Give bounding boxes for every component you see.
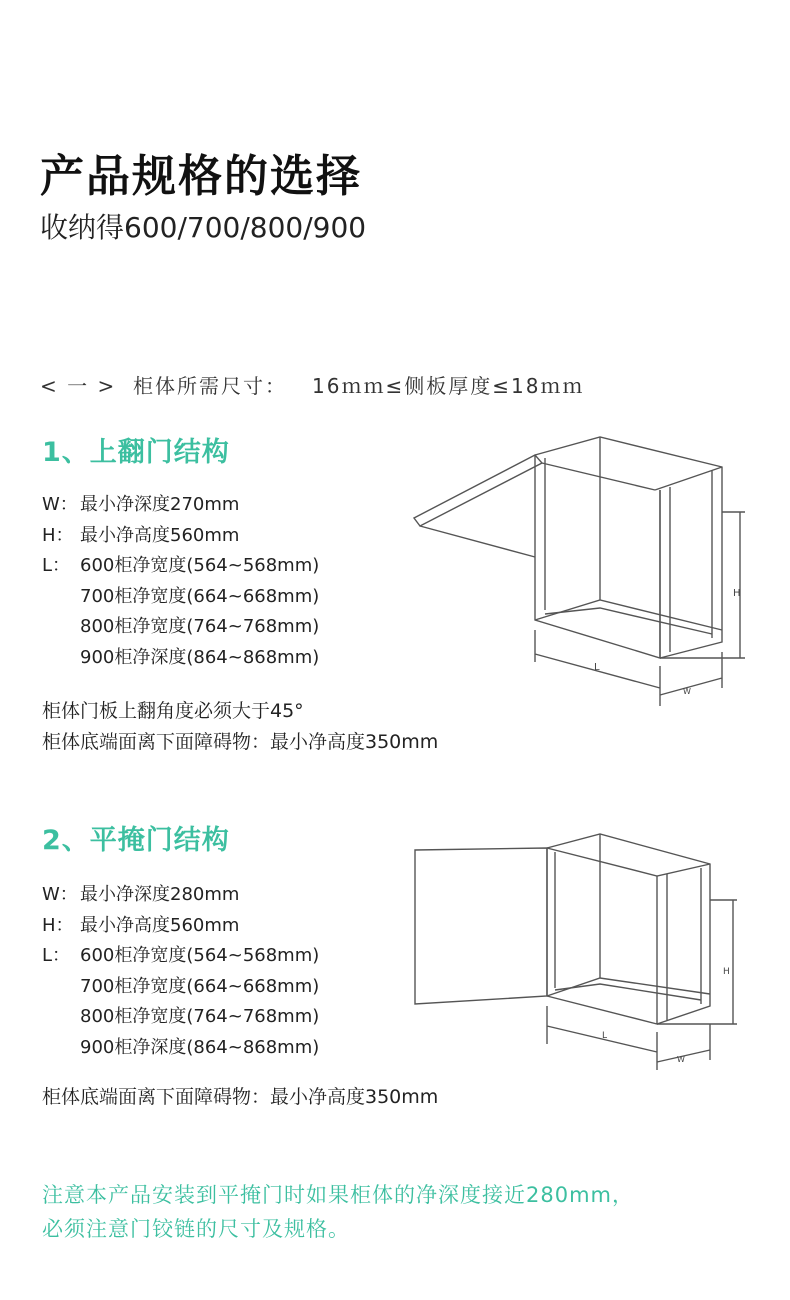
page-title: 产品规格的选择 (40, 151, 362, 202)
dimension-label-l: L (594, 662, 600, 673)
section-title-flip-up-door: 1、上翻门结构 (42, 437, 230, 468)
note-bottom-clearance: 柜体底端面离下面障碍物：最小净高度350mm (42, 1086, 439, 1108)
spec-value: 900柜净深度(864~868mm) (80, 1036, 320, 1058)
spec-key: L： (42, 555, 71, 576)
flip-up-door-cabinet-diagram (400, 430, 760, 720)
spec-value: 800柜净宽度(764~768mm) (80, 1006, 320, 1027)
spec-value: 最小净高度560mm (80, 524, 240, 546)
spec-key: H： (42, 524, 74, 546)
spec-item (42, 521, 319, 552)
spec-value: 600柜净宽度(564~568mm) (80, 945, 320, 966)
cabinet-requirement: < 一 > 柜体所需尺寸： 16ｍｍ≤侧板厚度≤18ｍｍ (40, 374, 585, 398)
spec-key: W： (42, 494, 78, 515)
note-door-angle: 柜体门板上翻角度必须大于45° (42, 700, 304, 722)
notes-flip-up-door (42, 696, 438, 758)
spec-value: 最小净深度270mm (80, 494, 240, 515)
notes-flush-door (42, 1082, 438, 1113)
spec-item (42, 582, 319, 613)
flush-door-cabinet-diagram (405, 828, 755, 1078)
spec-value: 700柜净宽度(664~668mm) (80, 975, 320, 997)
dimension-label-l: L (602, 1031, 608, 1041)
spec-key: W： (42, 884, 78, 905)
spec-value: 800柜净宽度(764~768mm) (80, 616, 320, 637)
spec-value: 900柜净深度(864~868mm) (80, 646, 320, 668)
page-subtitle: 收纳得600/700/800/900 (40, 211, 367, 244)
spec-item (42, 612, 319, 643)
dimension-label-h: H (723, 967, 730, 977)
spec-key (42, 972, 80, 1003)
spec-key (42, 582, 80, 613)
spec-item (42, 972, 319, 1003)
spec-value: 700柜净宽度(664~668mm) (80, 585, 320, 607)
spec-list-flip-up-door (42, 490, 319, 673)
spec-key (42, 1033, 80, 1064)
spec-list-flush-door (42, 880, 319, 1063)
spec-value: 最小净高度560mm (80, 914, 240, 936)
note-bottom-clearance: 柜体底端面离下面障碍物：最小净高度350mm (42, 731, 439, 753)
spec-item (42, 911, 319, 942)
section-title-flush-door: 2、平掩门结构 (42, 825, 230, 856)
spec-key: H： (42, 914, 74, 936)
notice-line: 必须注意门铰链的尺寸及规格。 (42, 1217, 350, 1241)
dimension-label-w: W (677, 1055, 685, 1064)
spec-key: L： (42, 945, 71, 966)
spec-key (42, 643, 80, 674)
spec-value: 600柜净宽度(564~568mm) (80, 555, 320, 576)
spec-item (42, 880, 319, 911)
spec-key (42, 612, 80, 643)
installation-notice (42, 1178, 634, 1246)
spec-item (42, 1002, 319, 1033)
spec-value: 最小净深度280mm (80, 884, 240, 905)
notice-line: 注意本产品安装到平掩门时如果柜体的净深度接近280mm， (42, 1183, 634, 1207)
spec-key (42, 1002, 80, 1033)
spec-item (42, 941, 319, 972)
spec-item (42, 1033, 319, 1064)
spec-item (42, 490, 319, 521)
dimension-label-h: H (733, 588, 741, 599)
dimension-label-w: W (683, 687, 691, 696)
spec-item (42, 643, 319, 674)
spec-item (42, 551, 319, 582)
